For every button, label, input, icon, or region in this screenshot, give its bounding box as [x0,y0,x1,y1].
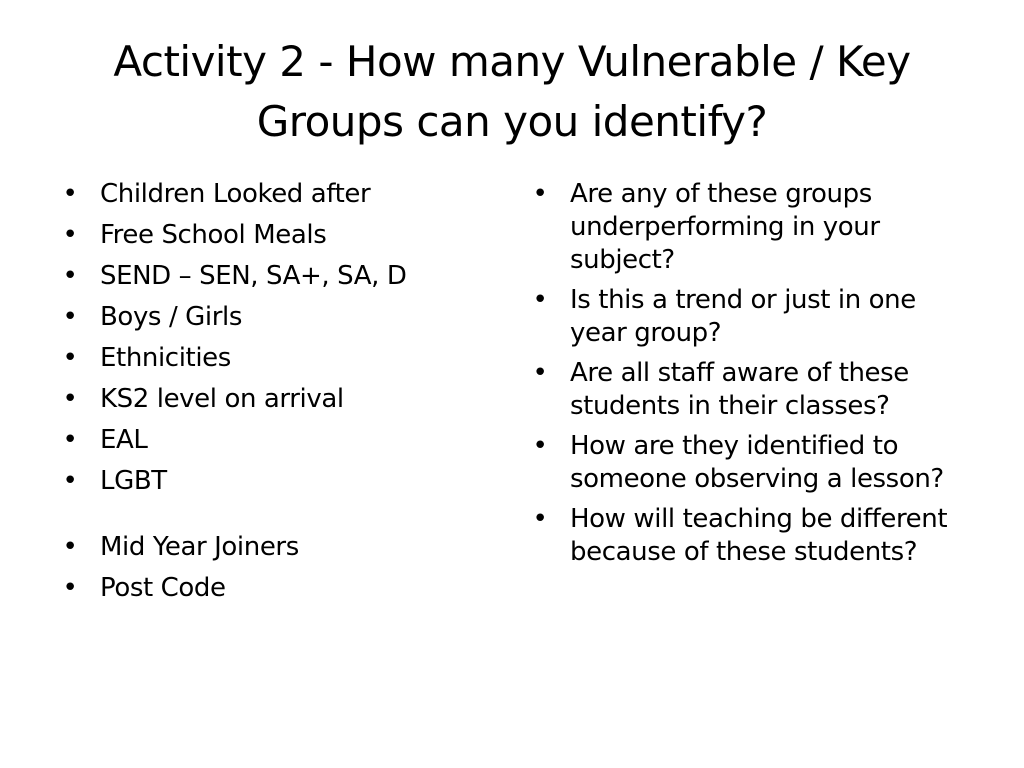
bullet-icon: • [62,425,78,455]
list-item [526,430,966,496]
list-item-text: Are any of these groups underperforming in your subject? [570,179,880,275]
list-item-text: Ethnicities [100,343,231,373]
list-item [56,424,476,457]
list-item [56,219,476,252]
list-item [56,178,476,211]
list-item [56,465,476,498]
bullet-icon: • [62,261,78,291]
list-item-text: Children Looked after [100,179,371,209]
bullet-icon: • [62,179,78,209]
bullet-icon: • [62,466,78,496]
bullet-icon: • [532,358,548,388]
bullet-icon: • [532,504,548,534]
questions-list [526,178,966,576]
list-item [526,178,966,277]
list-item [56,383,476,416]
bullet-icon: • [62,532,78,562]
list-item-text: LGBT [100,466,167,496]
list-item [56,260,476,293]
bullet-icon: • [62,302,78,332]
list-item-text: How will teaching be different because of these students? [570,504,948,567]
list-item [56,572,476,605]
list-item [526,503,966,569]
bullet-icon: • [532,285,548,315]
list-item-text: Are all staff aware of these students in their classes? [570,358,909,421]
list-item-text: Boys / Girls [100,302,242,332]
list-item [56,531,476,564]
list-item-text: SEND – SEN, SA+, SA, D [100,261,407,291]
list-item-text: Post Code [100,573,226,603]
list-item-text: Is this a trend or just in one year group? [570,285,916,348]
bullet-icon: • [532,179,548,209]
list-item [56,301,476,334]
list-item-text: Mid Year Joiners [100,532,299,562]
list-item-text: Free School Meals [100,220,327,250]
bullet-icon: • [62,220,78,250]
list-item-text: KS2 level on arrival [100,384,344,414]
bullet-icon: • [62,343,78,373]
groups-list [56,178,476,613]
bullet-icon: • [62,384,78,414]
list-item-text: EAL [100,425,148,455]
slide-title: Activity 2 - How many Vulnerable / Key Groups can you identify? [113,37,911,146]
bullet-icon: • [62,573,78,603]
list-item [526,357,966,423]
bullet-icon: • [532,431,548,461]
list-item-text: How are they identified to someone observing a lesson? [570,431,944,494]
list-item [526,284,966,350]
list-item [56,342,476,375]
